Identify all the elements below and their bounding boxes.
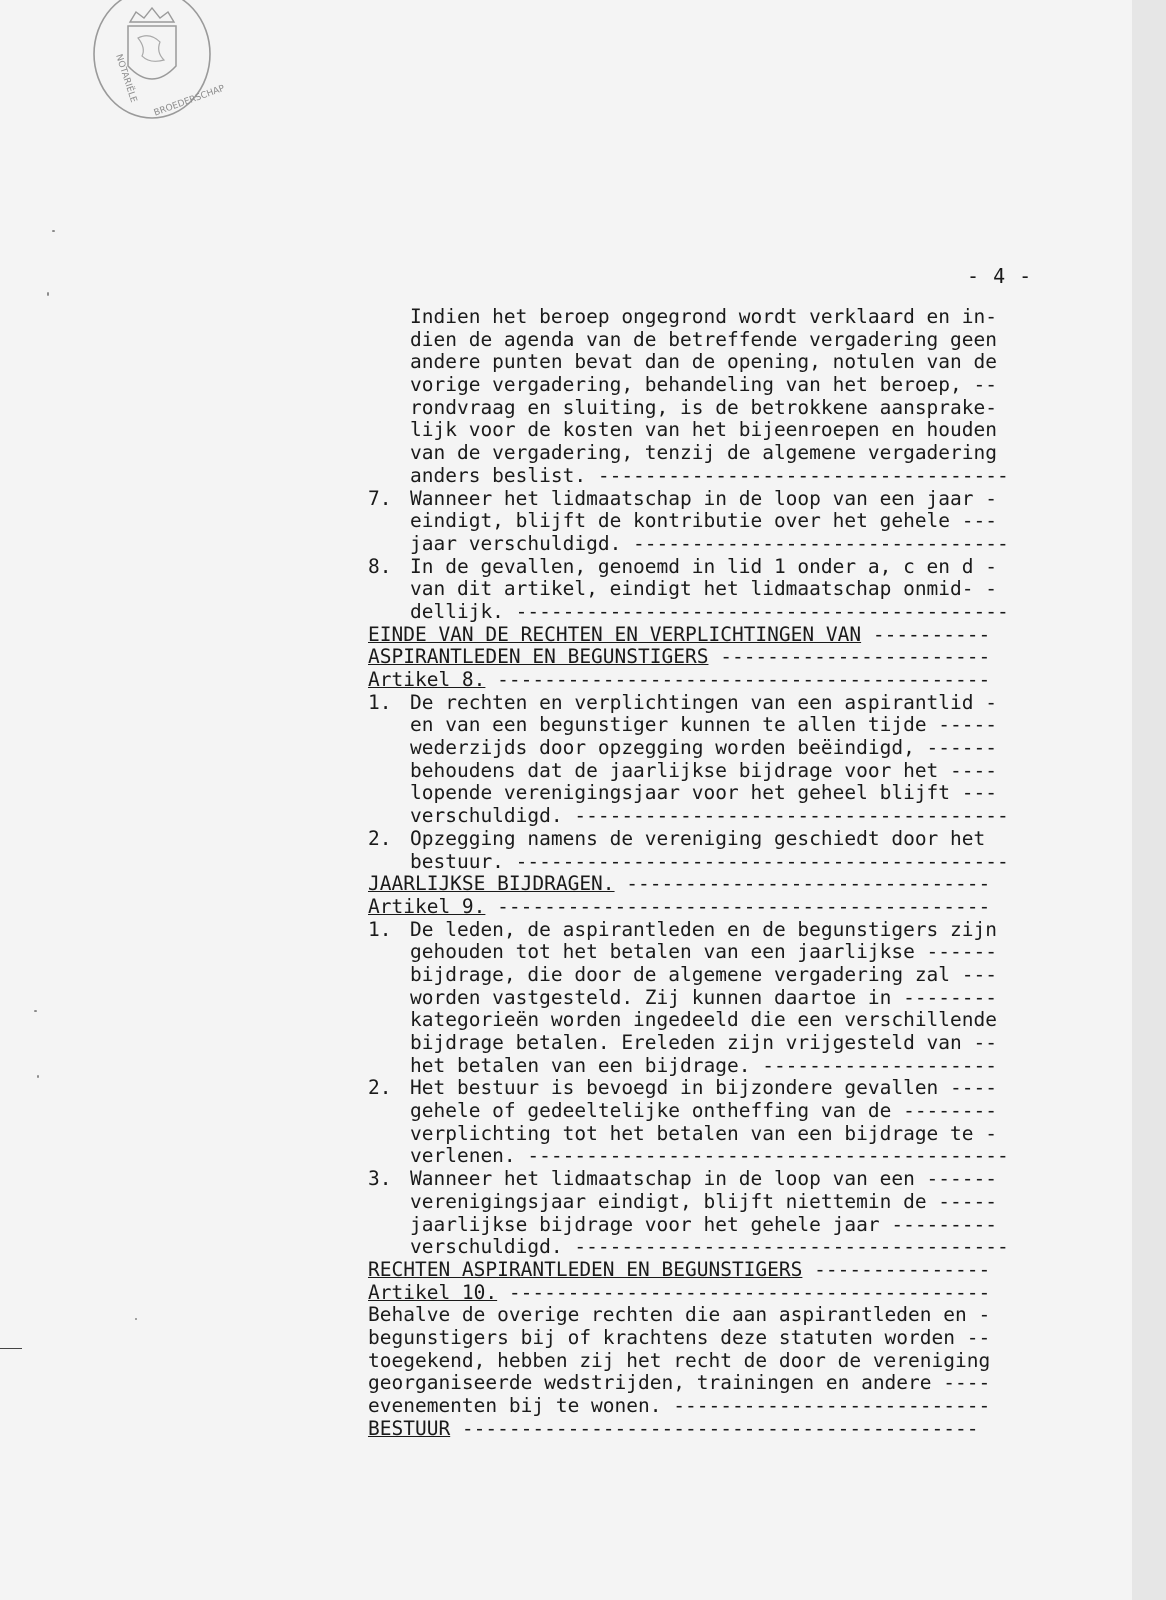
- text-line: [368, 1168, 1108, 1191]
- text-line: [368, 1055, 1108, 1078]
- heading-line-content: [368, 624, 990, 647]
- text-line: [368, 941, 1108, 964]
- line-text: In de gevallen, genoemd in lid 1 onder a, c en d -: [410, 554, 997, 578]
- line-text: lopende verenigingsjaar voor het geheel blijft ---: [410, 781, 997, 805]
- text-line: [368, 714, 1108, 737]
- text-line: [368, 510, 1108, 533]
- svg-text:BROEDERSCHAP: BROEDERSCHAP: [152, 83, 227, 119]
- section-heading-line: [368, 1259, 1108, 1282]
- text-line: [368, 578, 1108, 601]
- dash-filler: ------------------------------------------: [485, 668, 991, 691]
- line-text: jaarlijkse bijdrage voor het gehele jaar ---------: [410, 1212, 997, 1236]
- line-text: gehele of gedeeltelijke ontheffing van de --------: [410, 1099, 997, 1123]
- text-line: [368, 805, 1108, 828]
- text-line: [368, 1009, 1108, 1032]
- text-line: [368, 306, 1108, 329]
- text-line: [368, 419, 1108, 442]
- section-heading-line: [368, 873, 1108, 896]
- list-number: 3.: [368, 1167, 392, 1191]
- text-line: [368, 782, 1108, 805]
- line-text: bijdrage, die door de algemene vergadering zal ---: [410, 962, 997, 986]
- section-heading-line: [368, 1282, 1108, 1305]
- dash-filler: -----------------------: [708, 645, 991, 669]
- line-text: vorige vergadering, behandeling van het beroep, --: [410, 373, 997, 397]
- text-line: [368, 1145, 1108, 1168]
- text-line: [368, 1350, 1108, 1373]
- heading-line-content: [368, 646, 990, 669]
- heading-text: RECHTEN ASPIRANTLEDEN EN BEGUNSTIGERS: [368, 1257, 803, 1281]
- heading-text: ASPIRANTLEDEN EN BEGUNSTIGERS: [368, 645, 709, 669]
- section-heading-line: [368, 1418, 1108, 1441]
- text-line: [368, 533, 1108, 556]
- text-line: [368, 1077, 1108, 1100]
- dash-filler: ------------------------------------------: [485, 894, 991, 918]
- heading-line-content: [368, 1282, 990, 1305]
- line-text: gehouden tot het betalen van een jaarlijkse ------: [410, 940, 997, 964]
- section-heading-line: [368, 669, 1108, 692]
- section-heading-line: [368, 646, 1108, 669]
- list-number: 8.: [368, 554, 392, 578]
- line-text: bestuur. ------------------------------------------: [410, 849, 1009, 873]
- text-line: [368, 1214, 1108, 1237]
- heading-text: Artikel 8.: [368, 668, 486, 691]
- line-text: rondvraag en sluiting, is de betrokkene aansprake-: [410, 395, 997, 419]
- scan-speck: [52, 230, 55, 232]
- list-number: 7.: [368, 486, 392, 510]
- line-text: en van een begunstiger kunnen te allen tijde -----: [410, 713, 997, 737]
- line-text: kategorieën worden ingedeeld die een verschillende: [410, 1008, 997, 1032]
- line-text: bijdrage betalen. Ereleden zijn vrijgesteld van --: [410, 1031, 997, 1054]
- line-text: eindigt, blijft de kontributie over het gehele ---: [410, 509, 997, 533]
- text-line: [368, 987, 1108, 1010]
- line-text: verlenen. -----------------------------------------: [410, 1144, 1009, 1168]
- heading-text: JAARLIJKSE BIJDRAGEN.: [368, 872, 615, 896]
- text-line: [368, 919, 1108, 942]
- svg-text:NOTARIËLE: NOTARIËLE: [113, 53, 139, 104]
- text-line: [368, 1395, 1108, 1418]
- text-line: [368, 465, 1108, 488]
- line-text: van de vergadering, tenzij de algemene vergadering: [410, 441, 997, 465]
- dash-filler: -------------------------------: [614, 872, 991, 896]
- notary-seal-stamp: [90, 0, 227, 124]
- list-number: 1.: [368, 690, 392, 714]
- text-line: [368, 1123, 1108, 1146]
- text-line: [368, 1032, 1108, 1055]
- text-line: [368, 442, 1108, 465]
- line-text: worden vastgesteld. Zij kunnen daartoe in --------: [410, 985, 997, 1009]
- line-text: verschuldigd. -------------------------------------: [410, 1235, 1009, 1259]
- list-number: 2.: [368, 826, 392, 850]
- line-text: De leden, de aspirantleden en de begunstigers zijn: [410, 917, 997, 941]
- page-number: - 4 -: [967, 264, 1033, 288]
- heading-line-content: [368, 873, 990, 896]
- line-text: van dit artikel, eindigt het lidmaatschap onmid- -: [410, 577, 997, 601]
- scan-speck: [34, 1010, 37, 1012]
- line-text: begunstigers bij of krachtens deze statuten worden --: [368, 1325, 991, 1349]
- line-text: lijk voor de kosten van het bijeenroepen en houden: [410, 418, 997, 442]
- scan-speck: [37, 1075, 39, 1078]
- text-line: [368, 1100, 1108, 1123]
- dash-filler: ----------: [861, 622, 991, 646]
- line-text: het betalen van een bijdrage. --------------------: [410, 1053, 997, 1077]
- margin-mark: [0, 1348, 22, 1349]
- line-text: Het bestuur is bevoegd in bijzondere gevallen ----: [410, 1076, 997, 1100]
- text-line: [368, 828, 1108, 851]
- text-line: [368, 692, 1108, 715]
- text-line: [368, 1372, 1108, 1395]
- text-line: [368, 964, 1108, 987]
- dash-filler: -----------------------------------------: [497, 1280, 991, 1304]
- line-text: Wanneer het lidmaatschap in de loop van een ------: [410, 1167, 997, 1191]
- section-heading-line: [368, 624, 1108, 647]
- line-text: verenigingsjaar eindigt, blijft niettemin de -----: [410, 1189, 997, 1213]
- line-text: jaar verschuldigd. --------------------------------: [410, 531, 1009, 555]
- text-line: [368, 1236, 1108, 1259]
- line-text: andere punten bevat dan de opening, notulen van de: [410, 350, 997, 374]
- scan-speck: [47, 292, 49, 296]
- document-body: [368, 306, 1108, 1440]
- text-line: [368, 760, 1108, 783]
- text-line: [368, 737, 1108, 760]
- line-text: De rechten en verplichtingen van een aspirantlid -: [410, 690, 997, 714]
- line-text: wederzijds door opzegging worden beëindigd, ------: [410, 736, 997, 760]
- line-text: georganiseerde wedstrijden, trainingen en andere ----: [368, 1371, 991, 1395]
- heading-line-content: [368, 1418, 979, 1441]
- text-line: [368, 488, 1108, 511]
- scan-speck: [135, 1318, 137, 1320]
- text-line: [368, 1327, 1108, 1350]
- heading-text: Artikel 9.: [368, 894, 486, 918]
- line-text: Wanneer het lidmaatschap in de loop van een jaar -: [410, 486, 997, 510]
- text-line: [368, 851, 1108, 874]
- section-heading-line: [368, 896, 1108, 919]
- line-text: Behalve de overige rechten die aan aspirantleden en -: [368, 1303, 991, 1327]
- line-text: toegekend, hebben zij het recht de door de vereniging: [368, 1348, 991, 1372]
- text-line: [368, 1304, 1108, 1327]
- line-text: behoudens dat de jaarlijkse bijdrage voor het ----: [410, 758, 997, 782]
- list-number: 1.: [368, 917, 392, 941]
- list-number: 2.: [368, 1076, 392, 1100]
- line-text: anders beslist. -----------------------------------: [410, 463, 1009, 487]
- line-text: verplichting tot het betalen van een bijdrage te -: [410, 1121, 997, 1145]
- heading-line-content: [368, 669, 990, 692]
- dash-filler: ---------------: [802, 1257, 991, 1281]
- seal-emblem-icon: [90, 0, 227, 124]
- line-text: Opzegging namens de vereniging geschiedt door het: [410, 826, 986, 850]
- text-line: [368, 601, 1108, 624]
- text-line: [368, 329, 1108, 352]
- line-text: verschuldigd. -------------------------------------: [410, 804, 1009, 828]
- heading-text: Artikel 10.: [368, 1280, 498, 1304]
- text-line: [368, 351, 1108, 374]
- heading-line-content: [368, 1259, 990, 1282]
- heading-line-content: [368, 896, 990, 919]
- line-text: dellijk. ------------------------------------------: [410, 599, 1009, 623]
- line-text: Indien het beroep ongegrond wordt verklaard en in-: [410, 305, 997, 328]
- text-line: [368, 374, 1108, 397]
- text-line: [368, 556, 1108, 579]
- text-line: [368, 1191, 1108, 1214]
- line-text: dien de agenda van de betreffende vergadering geen: [410, 327, 997, 351]
- heading-text: BESTUUR: [368, 1416, 451, 1440]
- dash-filler: --------------------------------------------: [450, 1416, 979, 1440]
- text-line: [368, 397, 1108, 420]
- scan-page-edge: [1132, 0, 1166, 1600]
- heading-text: EINDE VAN DE RECHTEN EN VERPLICHTINGEN VAN: [368, 622, 862, 646]
- line-text: evenementen bij te wonen. ---------------------------: [368, 1394, 991, 1417]
